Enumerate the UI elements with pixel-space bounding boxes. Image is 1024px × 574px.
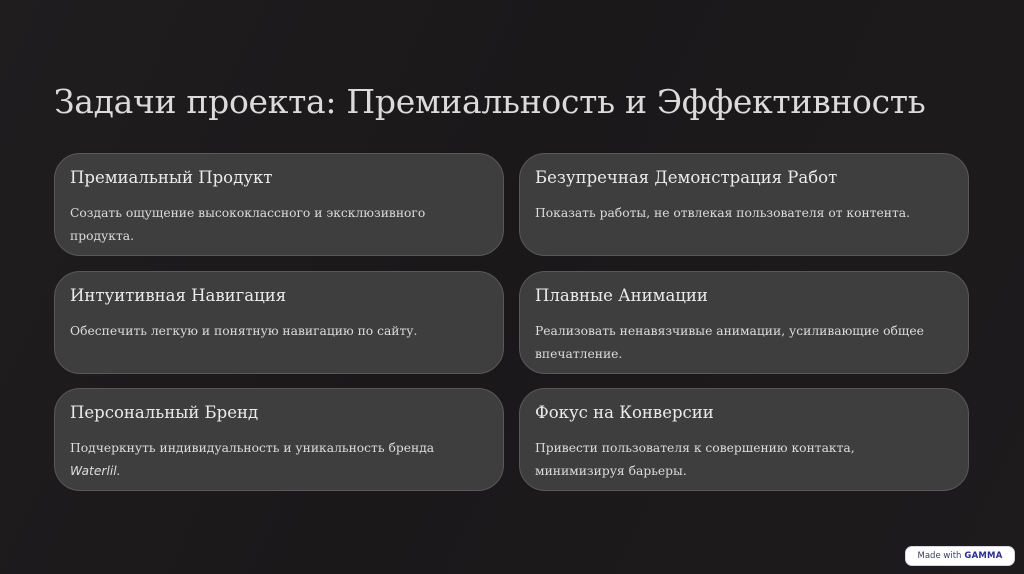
card-intuitive-navigation	[54, 271, 504, 374]
card-title: Премиальный Продукт	[70, 168, 273, 187]
gamma-logo: GAMMA	[964, 551, 1003, 561]
card-description: Обеспечить легкую и понятную навигацию по сайту.	[70, 324, 418, 338]
card-description	[70, 437, 480, 483]
card-title: Интуитивная Навигация	[70, 286, 287, 305]
card-personal-brand	[54, 388, 504, 491]
card-description: Привести пользователя к совершению контакта, минимизируя барьеры.	[535, 441, 855, 478]
card-description: Показать работы, не отвлекая пользователя от контента.	[535, 206, 911, 220]
card-smooth-animations	[519, 271, 969, 374]
card-description-text: Подчеркнуть индивидуальность и уникальность бренда	[70, 441, 435, 455]
card-title: Плавные Анимации	[535, 286, 708, 305]
card-conversion-focus	[519, 388, 969, 491]
card-premium-product	[54, 153, 504, 256]
page-title: Задачи проекта: Премиальность и Эффективность	[54, 82, 926, 121]
card-flawless-showcase	[519, 153, 969, 256]
card-title: Фокус на Конверсии	[535, 403, 714, 422]
card-title: Безупречная Демонстрация Работ	[535, 168, 838, 187]
card-description: Создать ощущение высококлассного и эксклюзивного продукта.	[70, 206, 426, 243]
made-with-gamma-badge[interactable]	[905, 546, 1015, 566]
brand-name: Waterlil.	[70, 464, 121, 478]
badge-label: Made with	[917, 551, 962, 561]
card-title: Персональный Бренд	[70, 403, 259, 422]
card-description: Реализовать ненавязчивые анимации, усиливающие общее впечатление.	[535, 324, 924, 361]
